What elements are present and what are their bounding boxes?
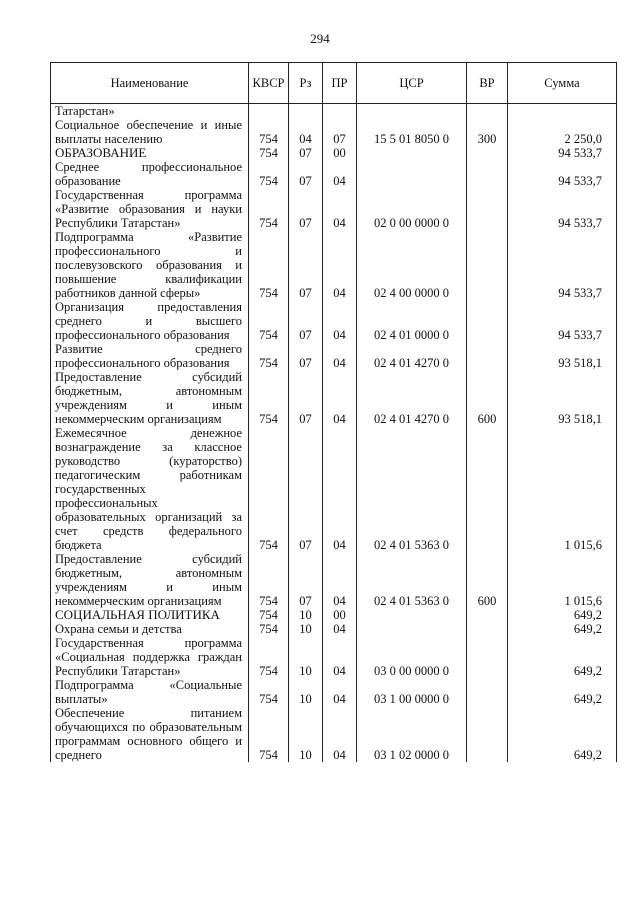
cell-kvsr: 754 [249,678,289,706]
cell-name: Обеспечение питанием обучающихся по образовательным программам основного общего и среднего [51,706,249,762]
page-number: 294 [310,31,330,46]
cell-csr: 02 4 01 0000 0 [357,300,467,342]
cell-vr [467,230,508,300]
cell-kvsr: 754 [249,622,289,636]
cell-kvsr: 754 [249,300,289,342]
cell-vr [467,188,508,230]
cell-name: Среднее профессиональное образование [51,160,249,188]
table-row [51,552,617,608]
cell-rz: 07 [289,342,323,370]
cell-pr: 04 [323,160,357,188]
cell-vr [467,146,508,160]
cell-kvsr: 754 [249,188,289,230]
cell-sum [508,104,617,119]
column-header-sum: Сумма [508,63,617,104]
cell-rz: 07 [289,160,323,188]
table-row [51,622,617,636]
table-row [51,146,617,160]
cell-vr: 600 [467,370,508,426]
cell-pr: 04 [323,342,357,370]
cell-kvsr: 754 [249,146,289,160]
cell-rz: 07 [289,230,323,300]
cell-rz: 07 [289,146,323,160]
cell-rz: 07 [289,552,323,608]
column-header-name: Наименование [51,63,249,104]
cell-csr: 02 4 01 4270 0 [357,370,467,426]
cell-csr [357,146,467,160]
cell-pr: 00 [323,146,357,160]
column-header-pr: ПР [323,63,357,104]
column-header-csr: ЦСР [357,63,467,104]
cell-kvsr [249,104,289,119]
cell-name: Развитие среднего профессионального образования [51,342,249,370]
cell-sum: 1 015,6 [508,552,617,608]
column-header-vr: ВР [467,63,508,104]
cell-sum: 94 533,7 [508,188,617,230]
cell-kvsr: 754 [249,552,289,608]
cell-csr [357,608,467,622]
cell-pr: 04 [323,636,357,678]
cell-sum: 649,2 [508,636,617,678]
table-row [51,300,617,342]
table-row [51,636,617,678]
cell-sum: 94 533,7 [508,160,617,188]
table-header-row [51,63,617,104]
cell-rz: 04 [289,118,323,146]
cell-csr [357,622,467,636]
cell-kvsr: 754 [249,636,289,678]
cell-name: Охрана семьи и детства [51,622,249,636]
cell-rz: 10 [289,608,323,622]
cell-kvsr: 754 [249,706,289,762]
cell-rz: 07 [289,370,323,426]
cell-kvsr: 754 [249,160,289,188]
cell-pr: 00 [323,608,357,622]
cell-vr [467,622,508,636]
cell-vr: 300 [467,118,508,146]
cell-pr: 04 [323,230,357,300]
cell-sum: 649,2 [508,622,617,636]
cell-sum: 93 518,1 [508,370,617,426]
cell-csr [357,104,467,119]
cell-name: СОЦИАЛЬНАЯ ПОЛИТИКА [51,608,249,622]
cell-name: Государственная программа «Социальная поддержка граждан Республики Татарстан» [51,636,249,678]
cell-pr: 04 [323,706,357,762]
table-row [51,160,617,188]
cell-csr: 03 1 00 0000 0 [357,678,467,706]
table-row [51,230,617,300]
cell-pr: 04 [323,188,357,230]
cell-vr [467,636,508,678]
cell-kvsr: 754 [249,118,289,146]
cell-pr: 04 [323,370,357,426]
table-row [51,706,617,762]
cell-pr: 07 [323,118,357,146]
cell-csr: 03 0 00 0000 0 [357,636,467,678]
cell-name: Государственная программа «Развитие образования и науки Республики Татарстан» [51,188,249,230]
cell-sum: 93 518,1 [508,342,617,370]
cell-csr: 02 4 01 4270 0 [357,342,467,370]
cell-vr [467,706,508,762]
cell-rz [289,104,323,119]
table-row [51,188,617,230]
cell-name: Подпрограмма «Социальные выплаты» [51,678,249,706]
column-header-kvsr: КВСР [249,63,289,104]
cell-csr [357,160,467,188]
table-row [51,370,617,426]
column-header-rz: Рз [289,63,323,104]
cell-csr: 03 1 02 0000 0 [357,706,467,762]
cell-pr: 04 [323,622,357,636]
cell-vr [467,160,508,188]
cell-kvsr: 754 [249,370,289,426]
cell-sum: 94 533,7 [508,146,617,160]
cell-csr: 02 0 00 0000 0 [357,188,467,230]
budget-table [50,62,617,762]
cell-sum: 649,2 [508,608,617,622]
cell-kvsr: 754 [249,426,289,552]
table-row [51,104,617,119]
cell-kvsr: 754 [249,608,289,622]
cell-kvsr: 754 [249,342,289,370]
cell-sum: 94 533,7 [508,300,617,342]
table-row [51,342,617,370]
cell-rz: 07 [289,188,323,230]
cell-vr [467,104,508,119]
cell-vr [467,300,508,342]
cell-rz: 10 [289,636,323,678]
cell-rz: 10 [289,622,323,636]
cell-rz: 10 [289,706,323,762]
cell-name: ОБРАЗОВАНИЕ [51,146,249,160]
table-row [51,118,617,146]
cell-sum: 1 015,6 [508,426,617,552]
cell-kvsr: 754 [249,230,289,300]
cell-pr [323,104,357,119]
cell-sum: 2 250,0 [508,118,617,146]
cell-name: Предоставление субсидий бюджетным, автономным учреждениям и иным некоммерческим организациям [51,552,249,608]
cell-rz: 10 [289,678,323,706]
cell-name: Предоставление субсидий бюджетным, автономным учреждениям и иным некоммерческим организациям [51,370,249,426]
cell-name: Татарстан» [51,104,249,119]
cell-sum: 649,2 [508,678,617,706]
table-row [51,608,617,622]
cell-sum: 94 533,7 [508,230,617,300]
table-row [51,426,617,552]
cell-vr [467,678,508,706]
table-row [51,678,617,706]
cell-vr [467,426,508,552]
cell-rz: 07 [289,426,323,552]
cell-name: Подпрограмма «Развитие профессионального и послевузовского образования и повышение квалификации работников данной сферы» [51,230,249,300]
cell-name: Ежемесячное денежное вознаграждение за классное руководство (кураторство) педагогическим работникам государственных профессиональных образовательных организаций за счет средств федерального бюджета [51,426,249,552]
cell-csr: 02 4 00 0000 0 [357,230,467,300]
cell-pr: 04 [323,426,357,552]
cell-sum: 649,2 [508,706,617,762]
cell-vr [467,342,508,370]
cell-pr: 04 [323,552,357,608]
cell-csr: 02 4 01 5363 0 [357,426,467,552]
cell-pr: 04 [323,300,357,342]
cell-name: Организация предоставления среднего и высшего профессионального образования [51,300,249,342]
cell-vr [467,608,508,622]
table-body [51,104,617,763]
cell-pr: 04 [323,678,357,706]
cell-csr: 02 4 01 5363 0 [357,552,467,608]
cell-vr: 600 [467,552,508,608]
cell-rz: 07 [289,300,323,342]
cell-name: Социальное обеспечение и иные выплаты населению [51,118,249,146]
cell-csr: 15 5 01 8050 0 [357,118,467,146]
